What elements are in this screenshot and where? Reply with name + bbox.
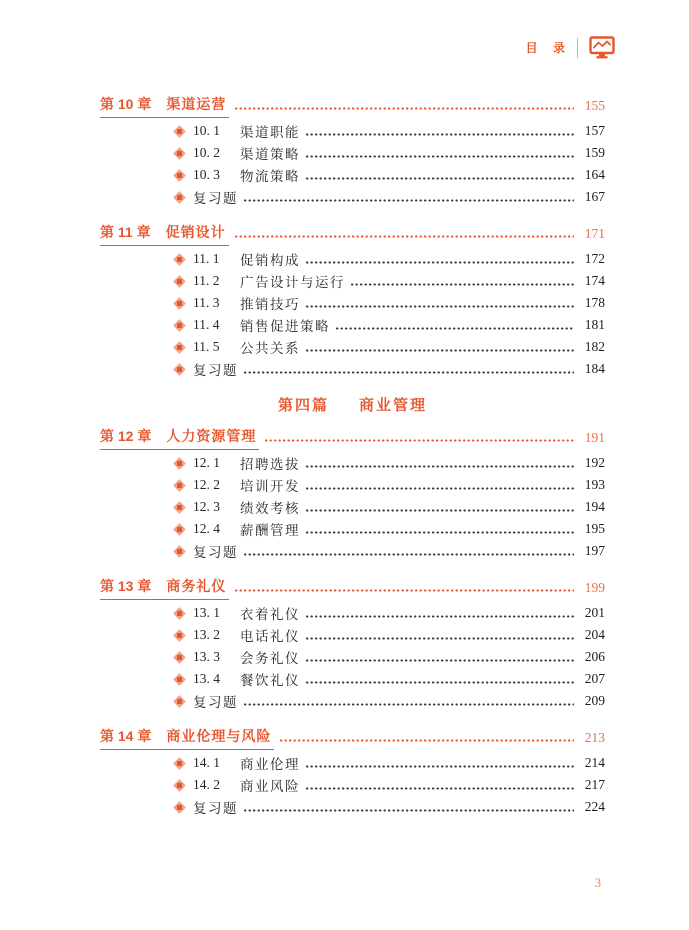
item-number: 10. 1 <box>193 123 220 138</box>
page-ref: 164 <box>584 167 605 182</box>
toc-section <box>100 426 605 562</box>
item-number: 14. 1 <box>193 755 220 770</box>
page-ref: 195 <box>584 521 605 536</box>
item-number: 10. 2 <box>193 145 220 160</box>
toc-item-row <box>100 496 605 518</box>
toc-item-row <box>100 336 605 358</box>
dot-leader <box>235 589 574 592</box>
item-title: 薪酬管理 <box>240 523 300 538</box>
item-title: 促销构成 <box>240 253 300 268</box>
item-number: 11. 4 <box>193 317 220 332</box>
diamond-bullet-icon <box>175 321 184 330</box>
chapter-title: 促销设计 <box>165 224 226 240</box>
chapter-label: 第 12 章 <box>100 428 152 444</box>
item-title: 销售促进策略 <box>240 319 330 334</box>
chapter-title: 人力资源管理 <box>166 428 257 444</box>
page-ref: 172 <box>584 251 605 266</box>
page-ref: 174 <box>584 273 605 288</box>
dot-leader <box>306 261 574 264</box>
page-ref: 178 <box>584 295 605 310</box>
item-title: 物流策略 <box>240 169 300 184</box>
diamond-bullet-icon <box>175 277 184 286</box>
page-ref: 197 <box>584 543 605 558</box>
toc-item-row <box>100 796 605 818</box>
diamond-bullet-icon <box>175 759 184 768</box>
dot-leader <box>306 155 574 158</box>
diamond-bullet-icon <box>175 609 184 618</box>
item-title: 复习题 <box>193 695 238 710</box>
page-ref: 194 <box>584 499 605 514</box>
chapter-heading <box>100 726 274 750</box>
diamond-bullet-icon <box>175 697 184 706</box>
page-number: 3 <box>594 876 601 890</box>
dot-leader <box>306 637 574 640</box>
toc-item-row <box>100 752 605 774</box>
diamond-bullet-icon <box>175 459 184 468</box>
dot-leader <box>306 349 574 352</box>
item-title: 广告设计与运行 <box>240 275 345 290</box>
diamond-bullet-icon <box>175 299 184 308</box>
item-title: 渠道策略 <box>240 147 300 162</box>
dot-leader <box>306 659 574 662</box>
dot-leader <box>306 133 574 136</box>
toc-section <box>100 222 605 380</box>
toc-item-row <box>100 452 605 474</box>
diamond-bullet-icon <box>175 781 184 790</box>
item-title: 餐饮礼仪 <box>240 673 300 688</box>
toc-item-row <box>100 774 605 796</box>
item-title: 绩效考核 <box>240 501 300 516</box>
toc-item-row <box>100 474 605 496</box>
dot-leader <box>244 553 574 556</box>
item-title: 公共关系 <box>240 341 300 356</box>
diamond-bullet-icon <box>175 525 184 534</box>
dot-leader <box>306 509 574 512</box>
toc-item-row <box>100 358 605 380</box>
header-title: 目 录 <box>525 40 571 55</box>
page-ref: 224 <box>584 799 605 814</box>
page-ref: 157 <box>584 123 605 138</box>
item-title: 推销技巧 <box>240 297 300 312</box>
dot-leader <box>244 371 574 374</box>
dot-leader <box>336 327 574 330</box>
item-number: 11. 5 <box>193 339 220 354</box>
page-ref: 204 <box>584 627 605 642</box>
item-title: 电话礼仪 <box>240 629 300 644</box>
dot-leader <box>244 703 574 706</box>
chapter-title: 商务礼仪 <box>166 578 227 594</box>
diamond-bullet-icon <box>175 255 184 264</box>
dot-leader <box>306 787 574 790</box>
monitor-chart-icon <box>589 36 615 59</box>
item-number: 12. 2 <box>193 477 220 492</box>
item-title: 培训开发 <box>240 479 300 494</box>
toc-item-row <box>100 668 605 690</box>
diamond-bullet-icon <box>175 481 184 490</box>
toc-item-row <box>100 248 605 270</box>
toc-item-row <box>100 540 605 562</box>
item-number: 11. 1 <box>193 251 220 266</box>
item-title: 商业伦理 <box>240 757 300 772</box>
dot-leader <box>306 531 574 534</box>
page-ref: 217 <box>584 777 605 792</box>
toc-section <box>100 726 605 818</box>
diamond-bullet-icon <box>175 193 184 202</box>
toc-item-row <box>100 314 605 336</box>
page-ref: 199 <box>584 580 605 595</box>
item-number: 13. 1 <box>193 605 220 620</box>
dot-leader <box>265 439 574 442</box>
diamond-bullet-icon <box>175 171 184 180</box>
page-ref: 182 <box>584 339 605 354</box>
header-divider <box>577 38 578 58</box>
chapter-heading <box>100 94 229 118</box>
toc-item-row <box>100 292 605 314</box>
dot-leader <box>306 177 574 180</box>
diamond-bullet-icon <box>175 149 184 158</box>
diamond-bullet-icon <box>175 631 184 640</box>
item-number: 12. 4 <box>193 521 220 536</box>
item-title: 会务礼仪 <box>240 651 300 666</box>
diamond-bullet-icon <box>175 365 184 374</box>
dot-leader <box>235 235 574 238</box>
item-title: 复习题 <box>193 191 238 206</box>
toc-item-row <box>100 690 605 712</box>
part-label: 第四篇 <box>277 396 329 414</box>
page-ref: 167 <box>584 189 605 204</box>
chapter-label: 第 11 章 <box>100 224 151 240</box>
page-ref: 155 <box>584 98 605 113</box>
toc-item-row <box>100 646 605 668</box>
dot-leader <box>351 283 574 286</box>
page-ref: 207 <box>584 671 605 686</box>
chapter-title: 商业伦理与风险 <box>166 728 272 744</box>
toc-item-row <box>100 120 605 142</box>
page-ref: 181 <box>584 317 605 332</box>
dot-leader <box>306 487 574 490</box>
dot-leader <box>280 739 574 742</box>
item-number: 13. 2 <box>193 627 220 642</box>
dot-leader <box>306 615 574 618</box>
chapter-heading <box>100 576 229 600</box>
page-ref: 159 <box>584 145 605 160</box>
page-header <box>526 36 615 59</box>
item-number: 11. 3 <box>193 295 220 310</box>
item-title: 复习题 <box>193 545 238 560</box>
toc-section <box>100 94 605 208</box>
diamond-bullet-icon <box>175 653 184 662</box>
item-number: 11. 2 <box>193 273 220 288</box>
toc-item-row <box>100 186 605 208</box>
item-number: 13. 4 <box>193 671 220 686</box>
dot-leader <box>244 199 574 202</box>
dot-leader <box>306 681 574 684</box>
diamond-bullet-icon <box>175 343 184 352</box>
chapter-label: 第 10 章 <box>100 96 152 112</box>
chapter-heading <box>100 426 259 450</box>
toc-item-row <box>100 164 605 186</box>
page-ref: 201 <box>584 605 605 620</box>
chapter-row <box>100 426 605 450</box>
part-header <box>100 392 605 416</box>
page-ref: 192 <box>584 455 605 470</box>
item-title: 衣着礼仪 <box>240 607 300 622</box>
toc-item-row <box>100 518 605 540</box>
chapter-row <box>100 94 605 118</box>
part-title: 商业管理 <box>359 396 428 414</box>
page-ref: 191 <box>584 430 605 445</box>
dot-leader <box>306 465 574 468</box>
dot-leader <box>306 305 574 308</box>
page-ref: 209 <box>584 693 605 708</box>
item-number: 13. 3 <box>193 649 220 664</box>
page-ref: 213 <box>584 730 605 745</box>
chapter-row <box>100 576 605 600</box>
diamond-bullet-icon <box>175 503 184 512</box>
diamond-bullet-icon <box>175 675 184 684</box>
diamond-bullet-icon <box>175 547 184 556</box>
chapter-label: 第 13 章 <box>100 578 152 594</box>
item-title: 招聘选拔 <box>240 457 300 472</box>
item-title: 商业风险 <box>240 779 300 794</box>
toc-section <box>100 576 605 712</box>
chapter-row <box>100 222 605 246</box>
item-title: 渠道职能 <box>240 125 300 140</box>
item-title: 复习题 <box>193 801 238 816</box>
page-ref: 184 <box>584 361 605 376</box>
chapter-heading <box>100 222 229 246</box>
page-ref: 214 <box>584 755 605 770</box>
diamond-bullet-icon <box>175 127 184 136</box>
diamond-bullet-icon <box>175 803 184 812</box>
toc-item-row <box>100 624 605 646</box>
chapter-title: 渠道运营 <box>166 96 227 112</box>
toc-item-row <box>100 602 605 624</box>
page-ref: 171 <box>584 226 605 241</box>
item-number: 14. 2 <box>193 777 220 792</box>
page-ref: 206 <box>584 649 605 664</box>
dot-leader <box>306 765 574 768</box>
dot-leader <box>244 809 574 812</box>
toc-list <box>100 94 605 818</box>
toc-item-row <box>100 270 605 292</box>
item-title: 复习题 <box>193 363 238 378</box>
page-ref: 193 <box>584 477 605 492</box>
chapter-label: 第 14 章 <box>100 728 152 744</box>
dot-leader <box>235 107 574 110</box>
item-number: 12. 1 <box>193 455 220 470</box>
item-number: 12. 3 <box>193 499 220 514</box>
toc-item-row <box>100 142 605 164</box>
chapter-row <box>100 726 605 750</box>
item-number: 10. 3 <box>193 167 220 182</box>
